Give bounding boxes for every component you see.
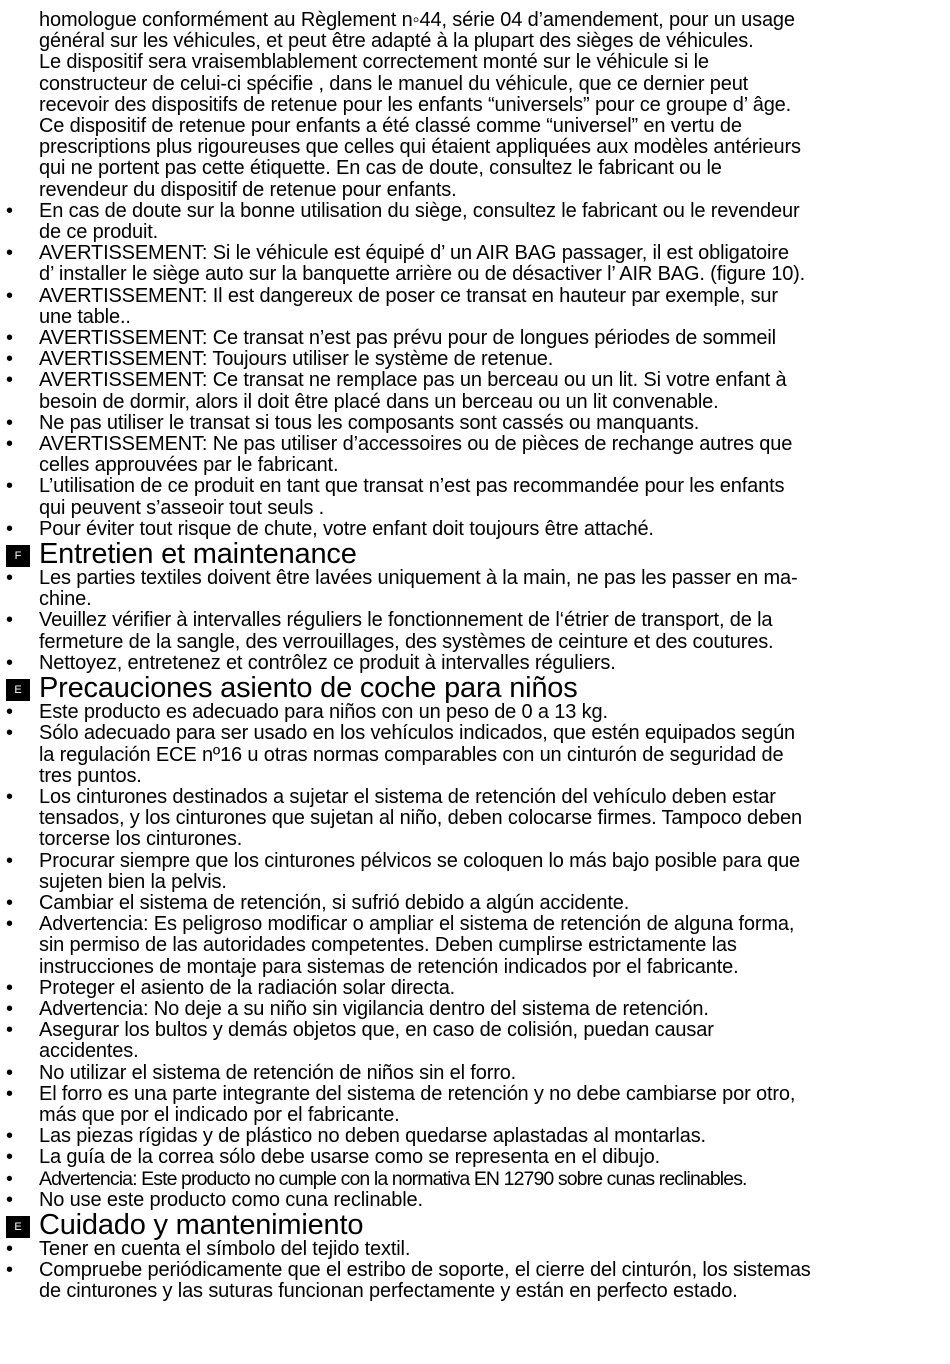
list-item xyxy=(6,434,936,476)
manual-page xyxy=(6,10,936,1303)
bullet-icon: • xyxy=(6,651,13,674)
list-item xyxy=(6,851,936,893)
list-item-line: Cambiar el sistema de retención, si sufrió debido a algún accidente. xyxy=(39,891,630,914)
list-item-line: chine. xyxy=(39,588,92,611)
bullet-icon: • xyxy=(6,913,13,936)
list-item xyxy=(6,787,936,851)
bullet-icon: • xyxy=(6,722,13,745)
bullet-icon: • xyxy=(6,348,13,371)
list-item-line: tensados, y los cinturones que sujetan al niño, deben colocarse firmes. Tampoco deben xyxy=(39,807,802,830)
list-item-line: Ne pas utiliser le transat si tous les composants sont cassés ou manquants. xyxy=(39,411,700,434)
list-item xyxy=(6,893,936,914)
bullet-icon: • xyxy=(6,327,13,350)
paragraph-line: général sur les véhicules, et peut être adapté à la plupart des sièges de véhicules. xyxy=(39,30,754,53)
paragraph-line: prescriptions plus rigoureuses que celles qui étaient appliquées aux modèles antérieurs xyxy=(39,136,801,159)
list-item-line: El forro es una parte integrante del sistema de retención y no debe cambiarse por otro, xyxy=(39,1082,796,1105)
list-item-line: de ce produit. xyxy=(39,221,159,244)
list-item xyxy=(6,568,936,610)
paragraph-line: qui ne portent pas cette étiquette. En cas de doute, consultez le fabricant ou le xyxy=(39,157,722,180)
list-item-line: AVERTISSEMENT: Toujours utiliser le système de retenue. xyxy=(39,348,554,371)
list-item-line: Nettoyez, entretenez et contrôlez ce produit à intervalles réguliers. xyxy=(39,651,616,674)
list-item xyxy=(6,1063,936,1084)
list-item xyxy=(6,1020,936,1062)
list-item-line: une table.. xyxy=(39,305,131,328)
bullet-icon: • xyxy=(6,242,13,265)
bullet-icon: • xyxy=(6,609,13,632)
list-item-line: la regulación ECE nº16 u otras normas comparables con un cinturón de seguridad de xyxy=(39,743,784,766)
list-item-line: AVERTISSEMENT: Ce transat ne remplace pas un berceau ou un lit. Si votre enfant à xyxy=(39,369,787,392)
list-item-line: Las piezas rígidas y de plástico no deben quedarse aplastadas al montarlas. xyxy=(39,1125,706,1148)
bullet-icon: • xyxy=(6,849,13,872)
list-item xyxy=(6,413,936,434)
list-item-line: accidentes. xyxy=(39,1040,139,1063)
list-item-line: qui peuvent s’asseoir tout seuls . xyxy=(39,496,325,519)
list-item xyxy=(6,1239,936,1260)
list-item-line: Veuillez vérifier à intervalles réguliers le fonctionnement de l‘étrier de transport, de la xyxy=(39,609,773,632)
list-item xyxy=(6,1126,936,1147)
section-title: Entretien et maintenance xyxy=(39,538,357,571)
list-item-line: Advertencia: No deje a su niño sin vigilancia dentro del sistema de retención. xyxy=(39,997,709,1020)
list-item-line: Les parties textiles doivent être lavées uniquement à la main, ne pas les passer en ma- xyxy=(39,567,798,590)
list-item-line: AVERTISSEMENT: Ce transat n’est pas prévu pour de longues périodes de sommeil xyxy=(39,327,776,350)
bullet-icon: • xyxy=(6,517,13,540)
paragraph-line: constructeur de celui-ci spécifie , dans le manuel du véhicule, que ce dernier peut xyxy=(39,72,749,95)
section-heading-fr-maintenance xyxy=(6,538,936,571)
paragraph-line: recevoir des dispositifs de retenue pour les enfants “universels” pour ce groupe d’ âge. xyxy=(39,93,792,116)
bullet-icon: • xyxy=(6,1019,13,1042)
list-item xyxy=(6,1169,936,1190)
list-item xyxy=(6,519,936,540)
bullet-icon: • xyxy=(6,1167,12,1190)
list-item-line: En cas de doute sur la bonne utilisation du siège, consultez le fabricant ou le revendeur xyxy=(39,199,800,222)
list-item-line: Procurar siempre que los cinturones pélvicos se coloquen lo más bajo posible para que xyxy=(39,849,801,872)
bullet-icon: • xyxy=(6,284,13,307)
bullet-icon: • xyxy=(6,411,13,434)
section-heading-es-precautions xyxy=(6,672,936,705)
paragraph-line: revendeur du dispositif de retenue pour enfants. xyxy=(39,178,457,201)
list-item xyxy=(6,328,936,349)
bullet-icon: • xyxy=(6,567,13,590)
list-item-line: Proteger el asiento de la radiación solar directa. xyxy=(39,976,456,999)
paragraph-line: Ce dispositif de retenue pour enfants a été classé comme “universel” en vertu de xyxy=(39,115,742,138)
list-item xyxy=(6,653,936,674)
bullet-icon: • xyxy=(6,433,13,456)
list-item-line: No utilizar el sistema de retención de niños sin el forro. xyxy=(39,1061,517,1084)
list-item xyxy=(6,243,936,285)
list-item-line: Tener en cuenta el símbolo del tejido textil. xyxy=(39,1237,411,1260)
list-item xyxy=(6,702,936,723)
list-item-line: AVERTISSEMENT: Ne pas utiliser d’accessoires ou de pièces de rechange autres que xyxy=(39,433,793,456)
list-item-line: Pour éviter tout risque de chute, votre enfant doit toujours être attaché. xyxy=(39,517,654,540)
list-item xyxy=(6,1147,936,1168)
bullet-icon: • xyxy=(6,1061,13,1084)
list-item-line: d’ installer le siège auto sur la banquette arrière ou de désactiver l’ AIR BAG. (figure 10). xyxy=(39,263,806,286)
list-item-line: de cinturones y las suturas funcionan perfectamente y están en perfecto estado. xyxy=(39,1280,738,1303)
list-item xyxy=(6,286,936,328)
section-heading-es-care xyxy=(6,1208,936,1241)
list-item xyxy=(6,723,936,787)
list-item xyxy=(6,1260,936,1302)
list-item xyxy=(6,914,936,978)
bullet-icon: • xyxy=(6,976,13,999)
care-list-es xyxy=(6,1239,936,1303)
list-item-line: Advertencia: Es peligroso modificar o ampliar el sistema de retención de alguna forma, xyxy=(39,913,795,936)
list-item-line: más que por el indicado por el fabricante. xyxy=(39,1103,400,1126)
bullet-icon: • xyxy=(6,199,13,222)
section-title: Precauciones asiento de coche para niños xyxy=(39,672,578,705)
list-item xyxy=(6,1084,936,1126)
list-item-line: No use este producto como cuna reclinable. xyxy=(39,1188,423,1211)
list-item-line: tres puntos. xyxy=(39,764,142,787)
list-item xyxy=(6,610,936,652)
list-item xyxy=(6,349,936,370)
list-item-line: instrucciones de montaje para sistemas de retención indicados por el fabricante. xyxy=(39,955,739,978)
list-item-line: Los cinturones destinados a sujetar el sistema de retención del vehículo deben estar xyxy=(39,785,776,808)
section-title: Cuidado y mantenimiento xyxy=(39,1208,364,1241)
language-badge-e: E xyxy=(6,679,30,701)
bullet-icon: • xyxy=(6,1125,13,1148)
paragraph-line: homologue conformément au Règlement n◦44, série 04 d’amendement, pour un usage xyxy=(39,9,795,31)
bullet-icon: • xyxy=(6,1237,13,1260)
bullet-icon: • xyxy=(6,701,13,724)
bullet-icon: • xyxy=(6,997,13,1020)
list-item-line: besoin de dormir, alors il doit être placé dans un berceau ou un lit convenable. xyxy=(39,390,719,413)
list-item-line: La guía de la correa sólo debe usarse como se representa en el dibujo. xyxy=(39,1146,661,1169)
list-item-line: torcerse los cinturones. xyxy=(39,828,243,851)
list-item-line: L’utilisation de ce produit en tant que transat n’est pas recommandée pour les enfants xyxy=(39,475,785,498)
list-item xyxy=(6,999,936,1020)
list-item-line: AVERTISSEMENT: Il est dangereux de poser ce transat en hauteur par exemple, sur xyxy=(39,284,778,307)
bullet-icon: • xyxy=(6,1146,13,1169)
list-item-line: celles approuvées par le fabricant. xyxy=(39,454,339,477)
list-item xyxy=(6,476,936,518)
bullet-icon: • xyxy=(6,369,13,392)
paragraph-line: Le dispositif sera vraisemblablement correctement monté sur le véhicule si le xyxy=(39,51,709,74)
list-item-line: Asegurar los bultos y demás objetos que, en caso de colisión, puedan causar xyxy=(39,1019,714,1042)
list-item-line: fermeture de la sangle, des verrouillages, des systèmes de ceinture et des coutures. xyxy=(39,630,774,653)
list-item-line: Este producto es adecuado para niños con un peso de 0 a 13 kg. xyxy=(39,701,608,724)
bullet-icon: • xyxy=(6,1259,13,1282)
bullet-icon: • xyxy=(6,1082,13,1105)
list-item-line: AVERTISSEMENT: Si le véhicule est équipé d’ un AIR BAG passager, il est obligatoire xyxy=(39,242,789,265)
list-item xyxy=(6,370,936,412)
bullet-icon: • xyxy=(6,785,13,808)
list-item-line: Advertencia: Este producto no cumple con la normativa EN 12790 sobre cunas reclinables. xyxy=(39,1167,747,1190)
list-item-line: sujeten bien la pelvis. xyxy=(39,870,227,893)
maintenance-list-fr xyxy=(6,568,936,674)
precautions-list-es xyxy=(6,702,936,1211)
bullet-icon: • xyxy=(6,475,13,498)
list-item-line: Compruebe periódicamente que el estribo de soporte, el cierre del cinturón, los sistemas xyxy=(39,1259,811,1282)
language-badge-f: F xyxy=(6,545,30,567)
list-item-line: sin permiso de las autoridades competentes. Deben cumplirse estrictamente las xyxy=(39,934,737,957)
language-badge-e: E xyxy=(6,1216,30,1238)
intro-paragraph xyxy=(39,10,936,201)
french-warnings-list xyxy=(6,201,936,540)
list-item xyxy=(6,1190,936,1211)
bullet-icon: • xyxy=(6,891,13,914)
list-item xyxy=(6,978,936,999)
list-item-line: Sólo adecuado para ser usado en los vehículos indicados, que estén equipados según xyxy=(39,722,796,745)
bullet-icon: • xyxy=(6,1188,13,1211)
list-item xyxy=(6,201,936,243)
